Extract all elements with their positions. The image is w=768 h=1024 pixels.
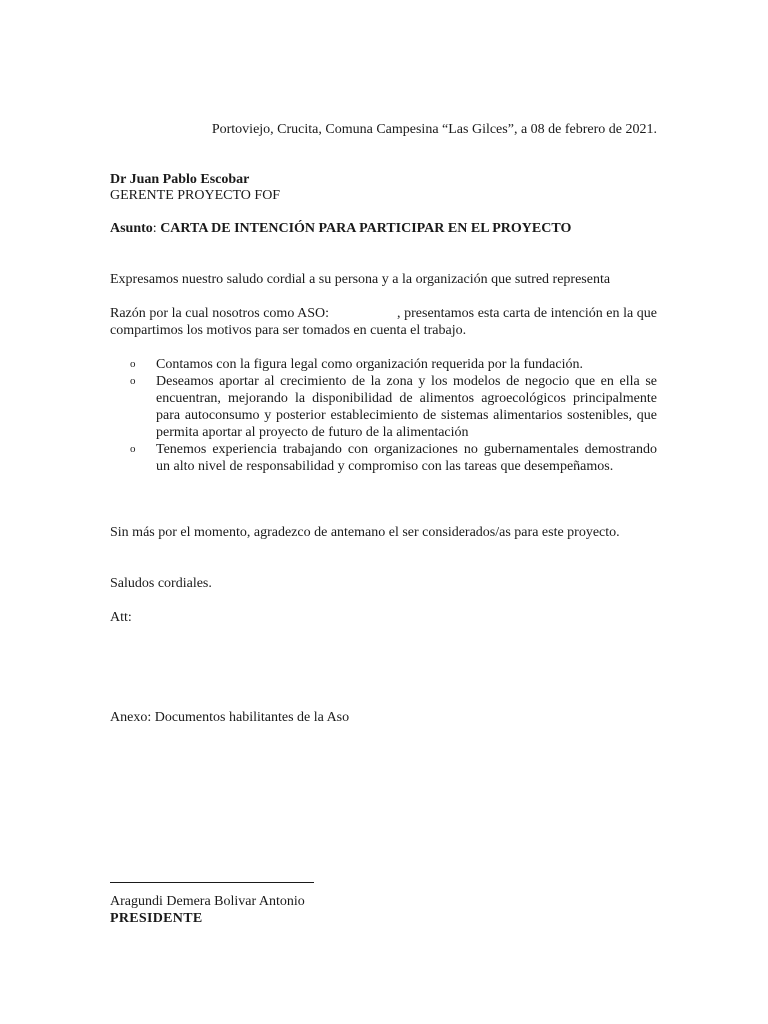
att-label: Att: — [110, 610, 132, 625]
list-item — [110, 373, 657, 441]
intention-paragraph-end: , presentamos esta carta de intención en la que compartimos los motivos para ser tomados en cuenta el trabajo. — [110, 306, 658, 338]
subject-colon: : — [152, 221, 157, 236]
intention-paragraph — [110, 305, 657, 339]
list-item-text: Tenemos experiencia trabajando con organizaciones no gubernamentales demostrando un alto nivel de responsabilidad y compromiso con las tareas que desempeñamos. — [156, 442, 657, 474]
subject-label: Asunto — [110, 221, 153, 236]
motives-list — [110, 356, 657, 475]
annex-line: Anexo: Documentos habilitantes de la Aso — [110, 710, 350, 725]
subject-text: CARTA DE INTENCIÓN PARA PARTICIPAR EN EL PROYECTO — [156, 221, 572, 236]
list-item-text: Contamos con la figura legal como organización requerida por la fundación. — [156, 357, 583, 372]
signer-role: PRESIDENTE — [110, 911, 203, 926]
signature-line — [110, 882, 314, 883]
intro-paragraph: Expresamos nuestro saludo cordial a su persona y a la organización que sutred representa — [110, 272, 611, 287]
recipient-title: GERENTE PROYECTO FOF — [110, 188, 281, 203]
bullet-marker: o — [130, 358, 136, 370]
bullet-marker: o — [130, 443, 136, 455]
list-item — [110, 356, 657, 373]
bullet-marker: o — [130, 375, 136, 387]
list-item-text: Deseamos aportar al crecimiento de la zona y los modelos de negocio que en ella se encuentran, mejorando la disponibilidad de alimentos agroecológicos principalmente para autoconsumo y posterior establecimiento de sistemas alimentarios sostenibles, que permita aportar al proyecto de futuro de la alimentación — [156, 374, 657, 440]
list-item — [110, 441, 657, 475]
recipient-name: Dr Juan Pablo Escobar — [110, 172, 250, 187]
greeting: Saludos cordiales. — [110, 576, 212, 591]
signer-name: Aragundi Demera Bolivar Antonio — [110, 894, 305, 909]
date-line: Portoviejo, Crucita, Comuna Campesina “Las Gilces”, a 08 de febrero de 2021. — [211, 122, 657, 137]
intention-paragraph-start: Razón por la cual nosotros como ASO: — [110, 306, 330, 321]
closing-paragraph: Sin más por el momento, agradezco de antemano el ser considerados/as para este proyecto. — [110, 525, 620, 540]
subject-line — [110, 220, 657, 237]
